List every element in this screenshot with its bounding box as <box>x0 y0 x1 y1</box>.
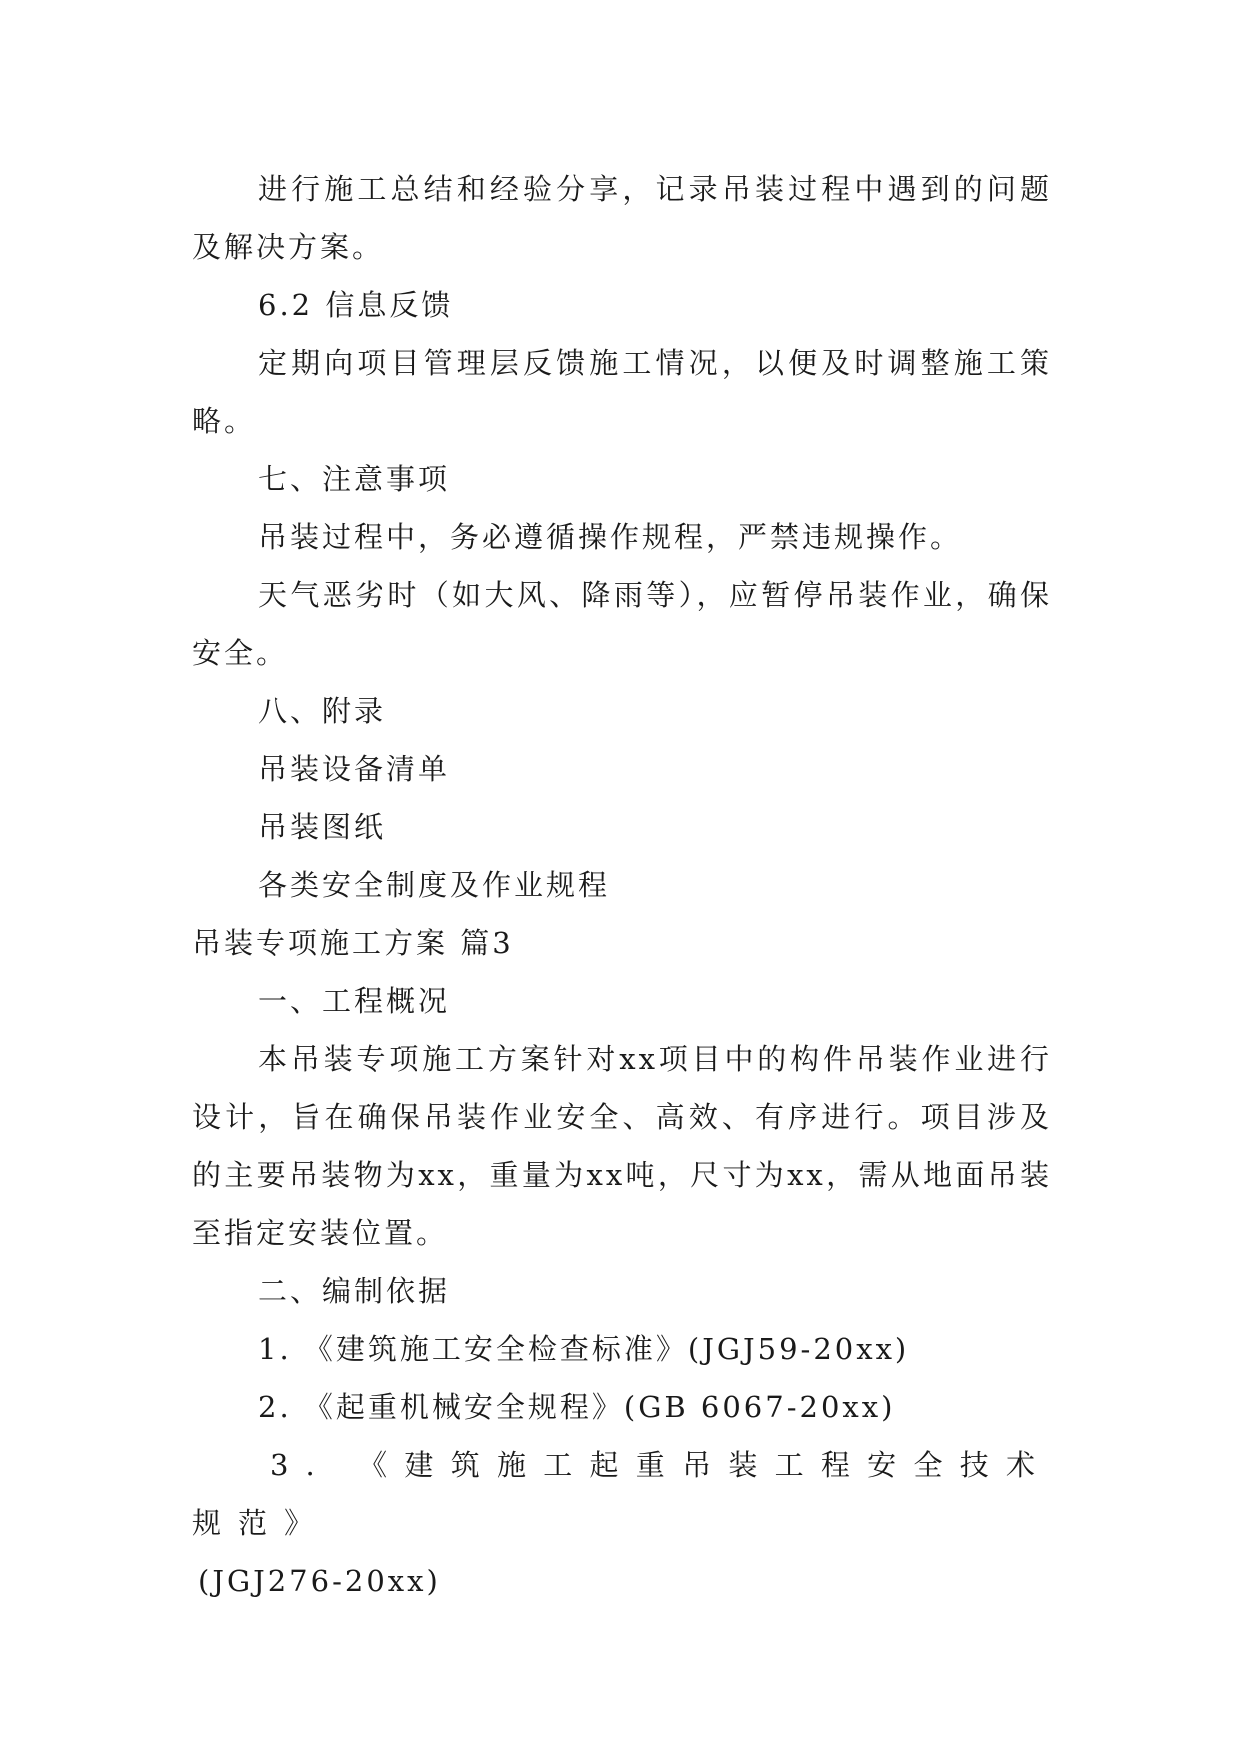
reference-item-3-code: (JGJ276-20xx) <box>198 1564 441 1598</box>
heading-6-2: 6.2 信息反馈 <box>258 288 454 322</box>
heading-section-7: 七、注意事项 <box>258 462 451 496</box>
reference-item-3: 3. 《建筑施工起重吊装工程安全技术规范》 <box>192 1448 1052 1540</box>
document-body <box>192 160 1052 1610</box>
chapter-title: 吊装专项施工方案 篇3 <box>192 926 514 960</box>
paragraph-summary: 进行施工总结和经验分享，记录吊装过程中遇到的问题及解决方案。 <box>192 172 1052 264</box>
heading-section-8: 八、附录 <box>258 694 387 728</box>
paragraph-rules: 吊装过程中，务必遵循操作规程，严禁违规操作。 <box>258 520 963 554</box>
heading-section-1: 一、工程概况 <box>258 984 451 1018</box>
paragraph-weather: 天气恶劣时（如大风、降雨等），应暂停吊装作业，确保安全。 <box>192 578 1052 670</box>
heading-section-2: 二、编制依据 <box>258 1274 451 1308</box>
appendix-item-regulations: 各类安全制度及作业规程 <box>258 868 611 902</box>
appendix-item-drawings: 吊装图纸 <box>258 810 387 844</box>
appendix-item-equipment: 吊装设备清单 <box>258 752 451 786</box>
reference-item-2: 2. 《起重机械安全规程》(GB 6067-20xx) <box>258 1390 896 1424</box>
reference-item-1: 1. 《建筑施工安全检查标准》(JGJ59-20xx) <box>258 1332 910 1366</box>
paragraph-overview: 本吊装专项施工方案针对xx项目中的构件吊装作业进行设计，旨在确保吊装作业安全、高效、有序进行。项目涉及的主要吊装物为xx，重量为xx吨，尺寸为xx，需从地面吊装至指定安装位置。 <box>192 1042 1052 1250</box>
paragraph-feedback: 定期向项目管理层反馈施工情况，以便及时调整施工策略。 <box>192 346 1052 438</box>
